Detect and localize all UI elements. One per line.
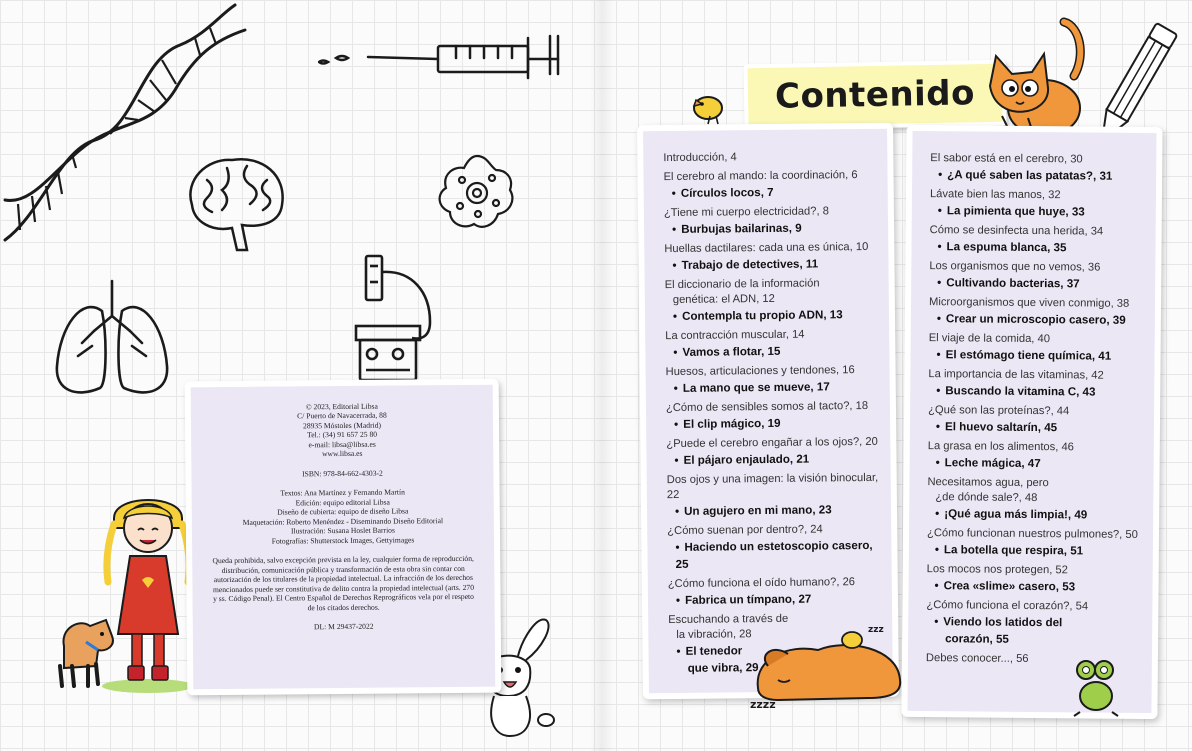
chapter-title: Los mocos nos protegen, 52 [926, 563, 1068, 577]
activity-link[interactable] [666, 414, 882, 433]
activity-title: Buscando la vitamina C, 43 [945, 384, 1096, 399]
activity-link[interactable] [930, 166, 1148, 185]
credit-line: Diseño de cubierta: equipo de diseño Libsa [277, 506, 409, 517]
activity-link[interactable] [928, 454, 1146, 473]
toc-entry [930, 187, 1148, 221]
toc-entry [665, 327, 881, 361]
sleeping-dog-icon [748, 618, 908, 710]
activity-link[interactable] [927, 505, 1145, 524]
activity-link[interactable] [665, 306, 881, 325]
frog-icon [1070, 652, 1120, 718]
chapter-link[interactable] [663, 149, 879, 166]
chapter-title: Microorganismos que viven conmigo, 38 [928, 296, 1130, 310]
colophon-card [185, 379, 502, 696]
brain-icon [182, 150, 292, 260]
chapter-title: ¿Cómo funciona el oído humano?, 26 [667, 576, 856, 591]
activity-title: Haciendo un estetoscopio casero, 25 [675, 538, 873, 571]
toc-entry [663, 149, 879, 166]
credit-line: Maquetación: Roberto Menéndez - Diseminando Diseño Editorial [242, 515, 444, 527]
toc-entry [664, 240, 880, 274]
activity-title: Contempla tu propio ADN, 13 [681, 308, 843, 323]
toc-entry [666, 363, 882, 397]
activity-title: Leche mágica, 47 [944, 456, 1041, 471]
chapter-title: Dos ojos y una imagen: la visión binocular, 22 [666, 471, 879, 502]
chapter-title: La contracción muscular, 14 [665, 328, 805, 343]
activity-title: La espuma blanca, 35 [946, 240, 1067, 255]
toc-entry [667, 471, 883, 520]
chapter-link[interactable] [668, 575, 884, 592]
activity-title: Cultivando bacterias, 37 [946, 276, 1080, 291]
syringe-icon [318, 30, 580, 80]
activity-title: ¡Qué agua más limpia!, 49 [944, 507, 1088, 522]
chapter-title: Huesos, articulaciones y tendones, 16 [665, 364, 855, 379]
microscope-icon [352, 252, 442, 384]
legal-deposit-text: DL: M 29437-2022 [313, 621, 374, 632]
isbn-text: ISBN: 978-84-662-4303-2 [302, 468, 383, 479]
toc-entry [928, 367, 1146, 401]
chapter-title: El viaje de la comida, 40 [928, 332, 1051, 346]
activity-title-cont: que vibra, 29 [687, 661, 759, 675]
activity-title: Trabajo de detectives, 11 [681, 257, 819, 272]
activity-title: Crear un microscopio casero, 39 [945, 312, 1126, 327]
chapter-title: Lávate bien las manos, 32 [929, 188, 1061, 202]
activity-title: La mano que se mueve, 17 [682, 380, 830, 395]
activity-title: El estómago tiene química, 41 [945, 348, 1112, 363]
toc-entry [668, 575, 884, 609]
activity-title: Círculos locos, 7 [680, 185, 774, 200]
activity-link[interactable] [928, 418, 1146, 437]
cat-icon [982, 16, 1088, 142]
svg-text:zzz: zzz [868, 625, 884, 635]
address-line: e-mail: libsa@libsa.es [308, 439, 376, 450]
chapter-link[interactable] [666, 435, 882, 452]
toc-entry [928, 439, 1146, 473]
chapter-title: ¿Cómo funciona el corazón?, 54 [926, 599, 1089, 613]
chapter-title: Huellas dactilares: cada una es única, 10 [664, 240, 869, 256]
chapter-title: Necesitamos agua, pero [927, 476, 1049, 490]
activity-title-cont: corazón, 55 [945, 632, 1009, 646]
activity-title: La pimienta que huye, 33 [946, 204, 1085, 219]
microbe-icon [432, 148, 522, 238]
credits [212, 487, 474, 546]
chapter-title: El diccionario de la información [664, 277, 820, 292]
bird-icon [688, 86, 728, 126]
isbn [211, 468, 473, 480]
activity-title: El pájaro enjaulado, 21 [683, 452, 810, 467]
activity-title: Un agujero en mi mano, 23 [684, 503, 832, 518]
toc-entry [666, 435, 882, 469]
activity-link[interactable] [664, 219, 880, 238]
chapter-title: Los organismos que no vemos, 36 [929, 260, 1101, 274]
toc-entry [927, 475, 1145, 524]
toc-card-left [637, 123, 899, 700]
activity-link[interactable] [927, 541, 1145, 560]
activity-link[interactable] [666, 378, 882, 397]
activity-title: Vamos a flotar, 15 [682, 344, 781, 359]
toc-entry [929, 259, 1147, 293]
chapter-title-cont: ¿de dónde sale?, 48 [935, 491, 1038, 505]
toc-entry [926, 598, 1144, 649]
activity-link[interactable] [667, 501, 883, 520]
toc-entry [663, 168, 879, 202]
toc-entry [926, 562, 1144, 596]
contents-title: Contenido [774, 73, 976, 117]
lungs-icon [52, 276, 172, 406]
address-line: www.libsa.es [322, 449, 363, 459]
activity-link[interactable] [668, 590, 884, 609]
toc-entry [667, 522, 884, 573]
chapter-title: ¿Tiene mi cuerpo electricidad?, 8 [663, 205, 829, 220]
activity-title: Crea «slime» casero, 53 [943, 579, 1076, 594]
chapter-link[interactable] [666, 363, 882, 380]
activity-title: El tenedor [685, 644, 743, 658]
activity-title: Viendo los latidos del [943, 615, 1063, 630]
chapter-link[interactable] [667, 471, 883, 503]
activity-link[interactable] [926, 577, 1144, 596]
toc-entry [665, 276, 881, 325]
activity-link[interactable] [664, 255, 880, 274]
activity-link[interactable] [665, 342, 881, 361]
chapter-title: ¿Cómo suenan por dentro?, 24 [667, 523, 823, 538]
legal-deposit [213, 621, 475, 633]
chapter-title: Cómo se desinfecta una herida, 34 [929, 224, 1104, 238]
activity-title: La botella que respira, 51 [943, 543, 1084, 558]
chapter-title: El sabor está en el cerebro, 30 [930, 152, 1083, 166]
legal-text: Queda prohibida, salvo excepción prevista en la ley, cualquier forma de reproducción, distribución, comunicación pública y transformación de esta obra sin contar con autorización de los titulares de la propiedad intelectual. La infracción de los derechos mencionados puede ser constitutiva de delito contra la propiedad intelectual (arts. 270 y ss. Código Penal). El Centro Español de Derechos Reprográficos vela por el respeto de los citados derechos. [212, 554, 475, 613]
chapter-title: Escuchando a través de [668, 612, 789, 627]
toc-entry [929, 223, 1147, 257]
publisher-address [211, 401, 473, 460]
toc-entry [930, 151, 1148, 185]
chapter-title: La grasa en los alimentos, 46 [927, 440, 1074, 454]
chapter-title-cont: la vibración, 28 [676, 628, 752, 641]
activity-link[interactable] [929, 310, 1147, 329]
chapter-link[interactable] [927, 475, 1145, 507]
dog-icon [50, 606, 130, 690]
chapter-title: Debes conocer..., 56 [925, 652, 1029, 665]
credit-line: Textos: Ana Martínez y Fernando Martín [280, 487, 405, 498]
address-line: 28935 Móstoles (Madrid) [302, 420, 382, 431]
chapter-link[interactable] [664, 240, 880, 257]
activity-link[interactable] [929, 346, 1147, 365]
legal-notice [212, 554, 474, 613]
activity-link[interactable] [929, 274, 1147, 293]
toc-entry [928, 403, 1146, 437]
activity-link[interactable] [929, 238, 1147, 257]
activity-link[interactable] [926, 613, 1144, 649]
chapter-title: ¿Cómo funcionan nuestros pulmones?, 50 [926, 527, 1138, 541]
credit-line: Fotografías: Shutterstock Images, Gettyimages [271, 535, 415, 546]
chapter-link[interactable] [665, 276, 881, 308]
contents-title-banner [743, 60, 1006, 131]
activity-title: El clip mágico, 19 [683, 416, 781, 431]
address-line: C/ Puerto de Navacerrada, 88 [297, 411, 387, 421]
address-line: © 2023, Editorial Libsa [305, 401, 378, 412]
activity-title: ¿A qué saben las patatas?, 31 [947, 168, 1113, 183]
activity-link[interactable] [667, 537, 883, 573]
activity-link[interactable] [930, 202, 1148, 221]
activity-link[interactable] [666, 450, 882, 469]
chapter-title: ¿Puede el cerebro engañar a los ojos?, 20 [666, 435, 878, 451]
activity-title: Fabrica un tímpano, 27 [684, 592, 812, 607]
chapter-title-cont: genética: el ADN, 12 [672, 292, 775, 306]
activity-link[interactable] [664, 183, 880, 202]
book-gutter [590, 0, 614, 751]
chapter-title: Introducción, 4 [663, 151, 737, 165]
credit-line: Edición: equipo editorial Libsa [295, 497, 390, 508]
chapter-link[interactable] [666, 399, 882, 416]
address-line: Tel.: (34) 91 657 25 80 [307, 430, 378, 440]
chapter-title: El cerebro al mando: la coordinación, 6 [663, 169, 858, 184]
chapter-title: ¿Qué son las proteínas?, 44 [928, 404, 1070, 418]
activity-link[interactable] [928, 382, 1146, 401]
credit-line: Ilustración: Susana Hoslet Barrios [290, 525, 395, 536]
chapter-title: La importancia de las vitaminas, 42 [928, 368, 1104, 382]
chapter-title: ¿Cómo de sensibles somos al tacto?, 18 [665, 399, 869, 415]
toc-card-right [901, 125, 1162, 719]
activity-title: Burbujas bailarinas, 9 [681, 221, 802, 236]
chapter-link[interactable] [663, 168, 879, 185]
toc-entry [929, 331, 1147, 365]
svg-text:zzzz: zzzz [750, 698, 776, 710]
toc-entry [929, 295, 1147, 329]
toc-entry [666, 399, 882, 433]
activity-title: El huevo saltarín, 45 [944, 420, 1058, 435]
toc-entry [664, 204, 880, 238]
toc-entry [927, 526, 1145, 560]
